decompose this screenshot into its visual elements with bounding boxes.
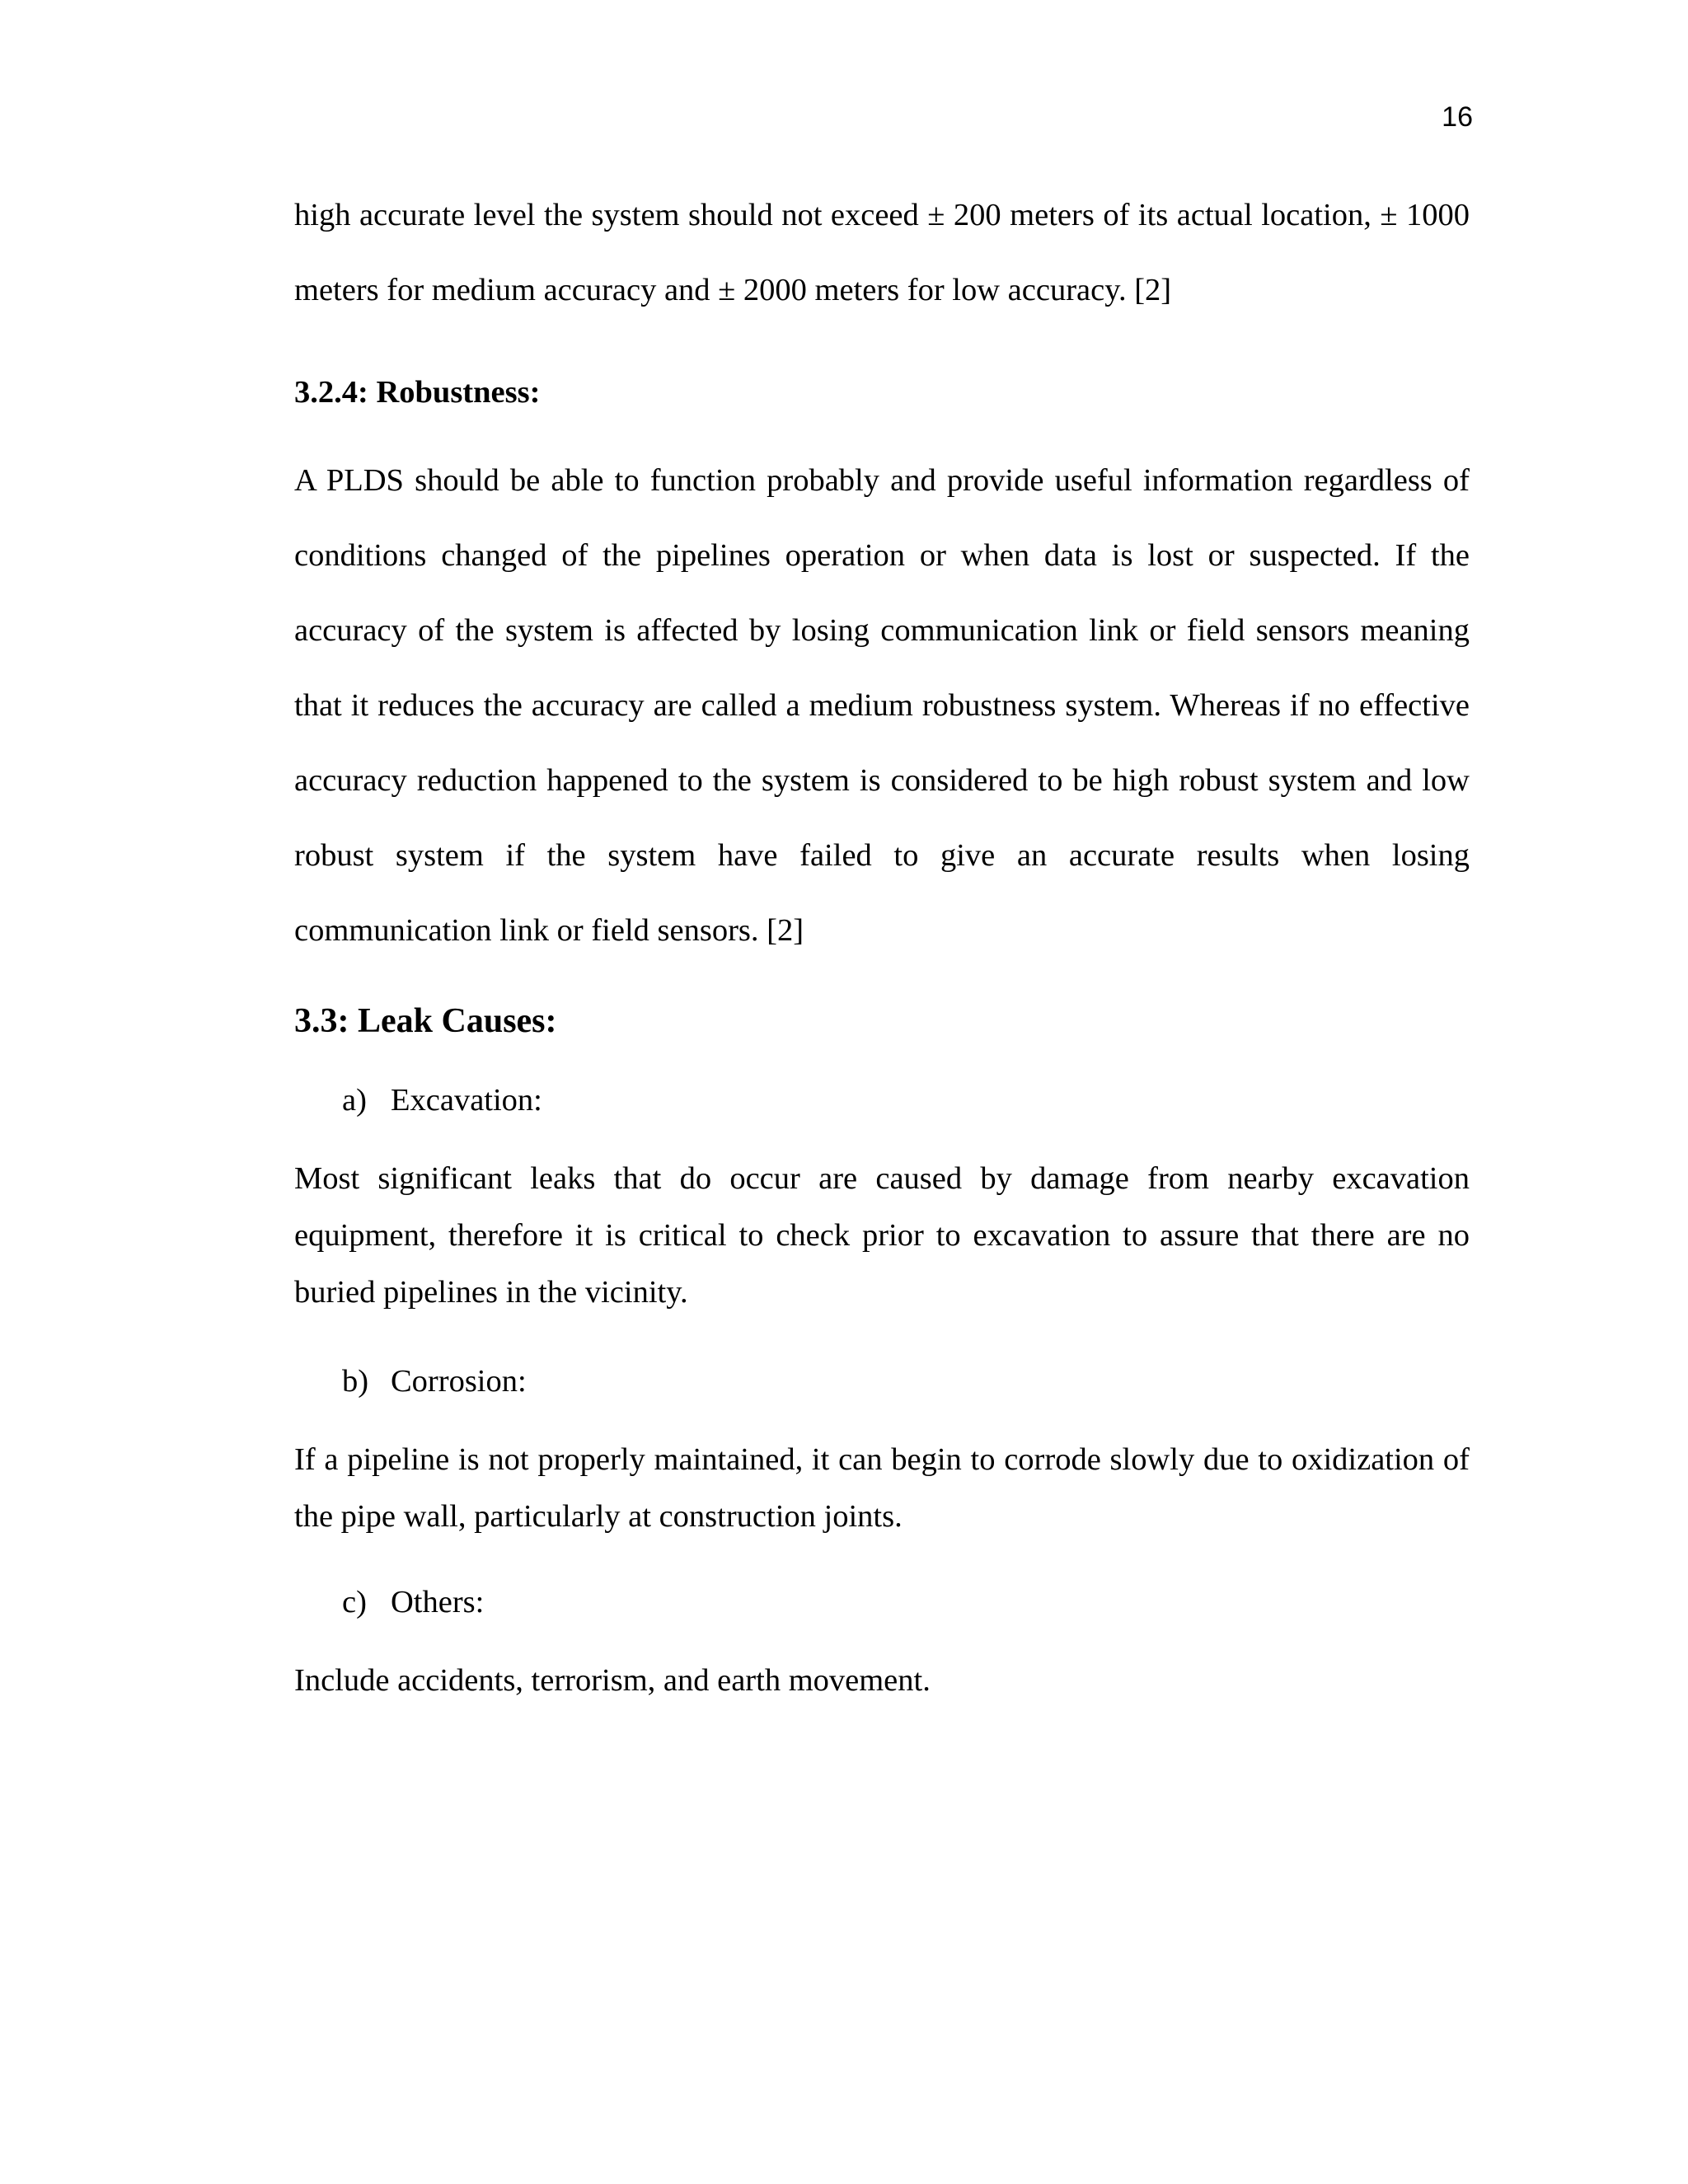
heading-leak-causes: 3.3: Leak Causes: <box>294 1002 557 1040</box>
list-item-others <box>342 1581 484 1624</box>
list-item-label: Others: <box>391 1585 485 1619</box>
list-item-corrosion <box>342 1360 527 1403</box>
list-marker: c) <box>342 1585 367 1619</box>
heading-robustness: 3.2.4: Robustness: <box>294 375 541 410</box>
paragraph-excavation: Most significant leaks that do occur are caused by damage from nearby excavation equipment, therefore it is critical to check prior to excavation to assure that there are no buried pipelines in the vicinity. <box>294 1161 1470 1310</box>
list-item-excavation <box>342 1079 542 1122</box>
paragraph-robustness: A PLDS should be able to function probably and provide useful information regardless of conditions changed of the pipelines operation or when data is lost or suspected. If the accuracy of the system is affected by losing communication link or field sensors meaning that it reduces the accuracy are called a medium robustness system. Whereas if no effective accuracy reduction happened to the system is considered to be high robust system and low robust system if the system have failed to give an accurate results when losing communication link or field sensors. [2] <box>294 463 1470 948</box>
list-item-label: Excavation: <box>391 1083 542 1118</box>
paragraph-accuracy-levels: high accurate level the system should not exceed ± 200 meters of its actual location, ± 1000 meters for medium accuracy and ± 2000 meters for low accuracy. [2] <box>294 198 1470 307</box>
list-marker: a) <box>342 1083 367 1118</box>
list-item-label: Corrosion: <box>391 1364 527 1399</box>
paragraph-others: Include accidents, terrorism, and earth movement. <box>294 1663 931 1698</box>
page-number: 16 <box>1442 101 1473 133</box>
list-marker: b) <box>342 1364 369 1399</box>
paragraph-corrosion: If a pipeline is not properly maintained, it can begin to corrode slowly due to oxidization of the pipe wall, particularly at construction joints. <box>294 1442 1470 1534</box>
